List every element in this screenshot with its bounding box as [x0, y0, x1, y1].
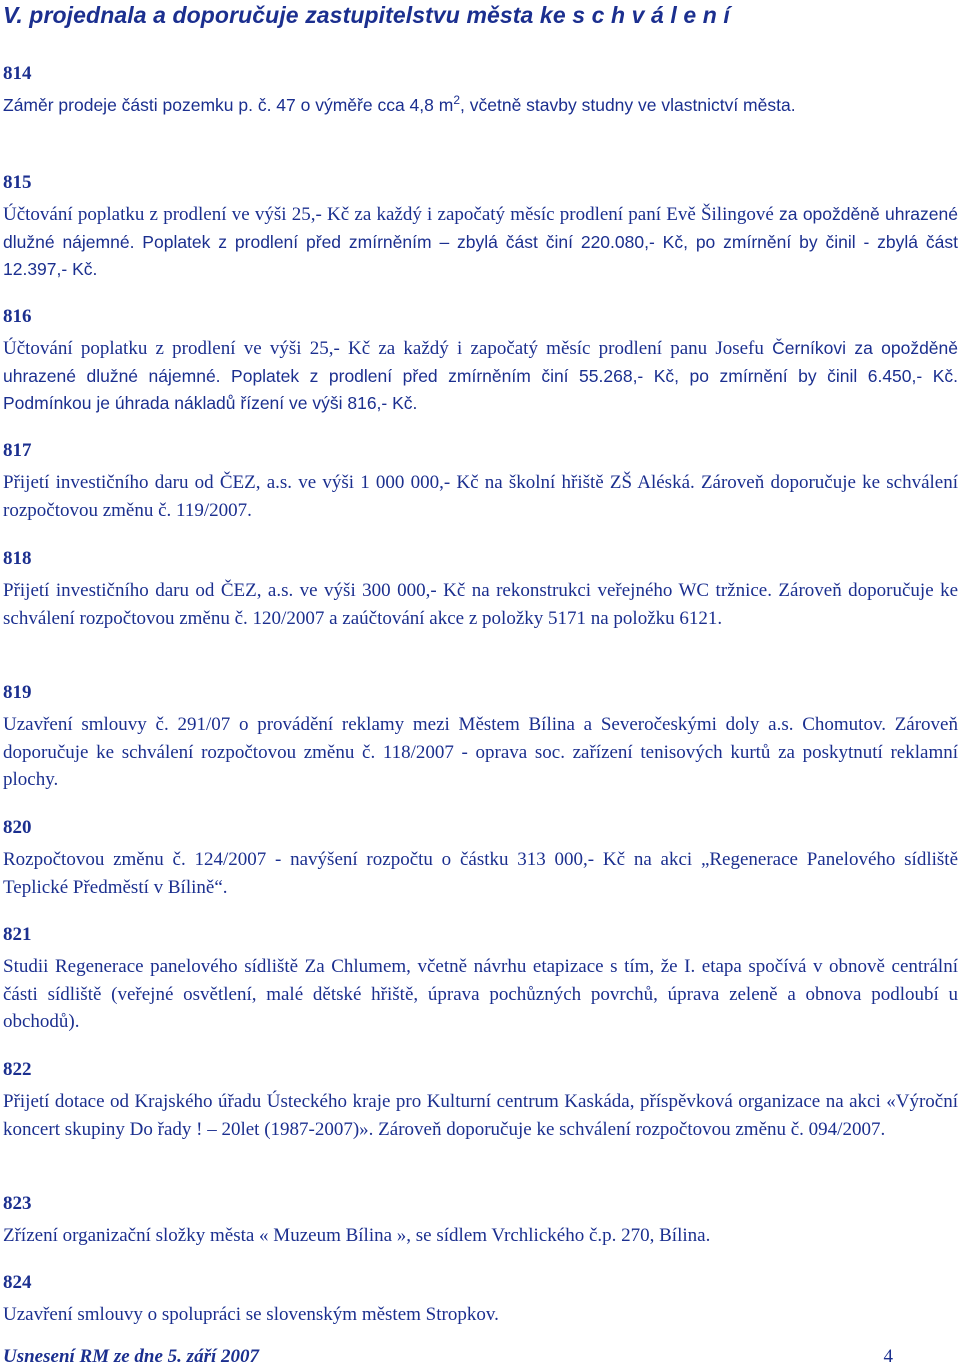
resolution-item-821	[3, 922, 958, 1036]
resolution-text: Záměr prodeje části pozemku p. č. 47 o výměře cca 4,8 $m^2$, včetně stavby studny ve vlastnictví města.	[3, 93, 796, 115]
resolution-number: 821	[3, 924, 32, 945]
page-footer	[3, 1346, 893, 1368]
resolution-text: Přijetí investičního daru od ČEZ, a.s. ve výši 300 000,- Kč na rekonstrukci veřejného WC tržnice. Zároveň doporučuje ke schválení rozpočtovou změnu č. 120/2007 a zaúčtování akce z položky 5171 na položku 6121.	[3, 580, 958, 629]
resolution-item-816	[3, 304, 958, 418]
resolution-text: Uzavření smlouvy č. 291/07 o provádění reklamy mezi Městem Bílina a Severočeskými doly a.s. Chomutov. Zároveň doporučuje ke schválení rozpočtovou změnu č. 118/2007 - oprava soc. zařízení tenisových kurtů za poskytnutí reklamní plochy.	[3, 714, 958, 790]
resolution-text: Zřízení organizační složky města « Muzeum Bílina », se sídlem Vrchlického č.p. 270, Bílina.	[3, 1225, 711, 1246]
resolution-number: 824	[3, 1272, 32, 1293]
resolution-item-815	[3, 170, 958, 284]
resolution-number: 819	[3, 682, 32, 703]
resolution-text: Účtování poplatku z prodlení ve výši 25,- Kč za každý i započatý měsíc prodlení paní Evě Šilingové za opožděně uhrazené dlužné nájemné. Poplatek z prodlení před zmírněním – zbylá část činí 220.080,- Kč, po zmírnění by činil - zbylá část 12.397,- Kč.	[3, 204, 958, 279]
resolution-number: 817	[3, 440, 32, 461]
resolution-text: Přijetí dotace od Krajského úřadu Ústeckého kraje pro Kulturní centrum Kaskáda, příspěvková organizace na akci «Výroční koncert skupiny Do řady ! – 20let (1987-2007)». Zároveň doporučuje ke schválení rozpočtovou změnu č. 094/2007.	[3, 1091, 958, 1140]
resolution-item-820	[3, 815, 958, 901]
page-number: 4	[883, 1346, 893, 1367]
resolution-number: 818	[3, 548, 32, 569]
resolution-text: Rozpočtovou změnu č. 124/2007 - navýšení rozpočtu o částku 313 000,- Kč na akci „Regenerace Panelového sídliště Teplické Předměstí v Bílině“.	[3, 849, 958, 898]
resolution-text: Studii Regenerace panelového sídliště Za Chlumem, včetně návrhu etapizace s tím, že I. etapa spočívá v obnově centrální části sídliště (veřejné osvětlení, malé dětské hřiště, úprava pochůzných povrchů, úprava zeleně a obnova podloubí u obchodů).	[3, 956, 958, 1032]
resolution-text: Uzavření smlouvy o spolupráci se slovenským městem Stropkov.	[3, 1304, 499, 1325]
resolution-item-814	[3, 61, 958, 120]
resolution-item-823	[3, 1191, 958, 1250]
footer-label: Usnesení RM ze dne 5. září 2007	[3, 1346, 259, 1367]
resolution-item-817	[3, 438, 958, 524]
resolution-number: 814	[3, 63, 32, 84]
resolution-item-822	[3, 1057, 958, 1143]
resolution-item-824	[3, 1270, 958, 1329]
resolution-number: 822	[3, 1059, 32, 1080]
resolution-item-819	[3, 680, 958, 794]
resolution-text: Přijetí investičního daru od ČEZ, a.s. ve výši 1 000 000,- Kč na školní hřiště ZŠ Aléská. Zároveň doporučuje ke schválení rozpočtovou změnu č. 119/2007.	[3, 472, 958, 521]
resolution-text: Účtování poplatku z prodlení ve výši 25,- Kč za každý i započatý měsíc prodlení panu Josefu Černíkovi za opožděně uhrazené dlužné nájemné. Poplatek z prodlení před zmírněním činí 55.268,- Kč, po zmírnění by činil 6.450,- Kč. Podmínkou je úhrada nákladů řízení ve výši 816,- Kč.	[3, 338, 958, 413]
resolution-number: 816	[3, 306, 32, 327]
resolution-item-818	[3, 546, 958, 632]
resolution-number: 823	[3, 1193, 32, 1214]
resolution-number: 820	[3, 817, 32, 838]
section-heading: V. projednala a doporučuje zastupitelstvu města ke s c h v á l e n í	[3, 2, 730, 28]
resolution-number: 815	[3, 172, 32, 193]
